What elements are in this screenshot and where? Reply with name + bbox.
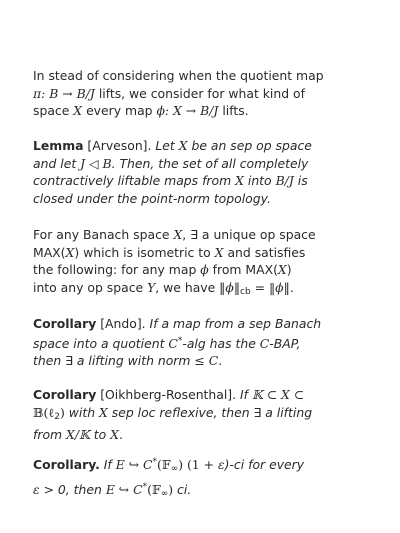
text-segment: from [33,427,67,442]
text-segment: X [65,244,75,260]
text-line [33,137,378,155]
text-segment: X [178,138,188,153]
text-segment: X [235,173,244,188]
text-segment: closed under the point-norm topology. [33,190,271,206]
text-segment: X [110,427,119,442]
text-segment: sep loc reflexive, then ∃ a lifting [107,404,313,420]
text-segment: and let [33,155,81,171]
text-line [33,261,378,279]
text-segment: Corollary. [33,457,100,472]
text-segment: . [218,353,223,368]
text-segment: [Oikhberg-Rosenthal]. [96,387,241,402]
text-segment: ‖. [283,279,294,295]
text-segment: ci. [173,481,192,497]
text-line [33,85,378,103]
text-segment: X/𝕂 [66,427,90,442]
text-segment: π: B → B/J [33,85,95,101]
text-line [33,244,378,262]
corollary-ci [33,454,378,503]
text-line [33,386,378,404]
text-segment: ) (1 + [178,457,218,472]
text-segment: (𝔽 [157,457,171,472]
lemma-arveson [33,137,378,207]
text-line [33,190,378,208]
text-segment: . [118,427,123,442]
text-segment: J ◁ B [80,155,112,171]
text-segment: For any Banach space [33,227,174,242]
text-segment: In stead of considering when the quotient map [33,68,324,83]
text-segment: then ∃ a lifting with norm [33,353,195,368]
text-segment: is [293,173,308,188]
text-segment: ε [217,457,225,472]
text-segment: X [173,227,183,242]
text-segment: , ∃ a unique op space [182,227,316,242]
text-line [33,426,378,444]
text-line [33,315,378,333]
text-segment: E ↪ C [105,481,143,497]
corollary-oikhberg-rosenthal [33,386,378,444]
text-segment: space [33,103,74,118]
text-segment: lifts, we consider for what kind of [94,85,305,101]
text-line [33,102,378,120]
text-segment: ≤ C [194,353,219,368]
text-segment: contractively liftable maps from [33,173,236,188]
text-segment: X [277,262,287,277]
text-segment: Corollary [33,387,97,402]
text-line [33,404,378,427]
text-segment: -alg has the [182,335,260,351]
corollary-ando [33,315,378,370]
text-segment: ) [168,481,174,497]
text-segment: ϕ: X → B/J [156,103,219,118]
text-segment: ε [33,481,40,497]
text-segment: C [259,335,270,351]
text-segment: = ‖ [250,279,276,295]
text-segment: ∞ [160,488,169,499]
text-line [33,226,378,244]
text-segment: ∞ [170,464,179,474]
text-segment: lifts. [218,103,249,118]
text-segment: > 0, then [39,481,106,497]
text-segment: be an sep op space [187,138,312,153]
text-line [33,155,378,173]
text-segment: from MAX( [208,262,278,277]
text-segment: * [152,457,158,467]
text-segment: into any op space [33,279,148,295]
text-segment: ) [286,262,292,277]
text-segment: ϕ [225,279,234,295]
text-segment: E ↪ C [115,457,153,472]
text-segment: )-ci for every [224,457,305,472]
text-segment: with [64,404,99,420]
text-segment: [Arveson]. [83,138,156,153]
text-segment: cb [240,286,251,297]
text-line [33,454,378,479]
text-segment: If a map from a sep Banach [149,316,322,331]
text-segment: Y [147,279,156,295]
text-segment: * [177,335,183,346]
text-segment: into [243,173,276,188]
text-segment: 𝔹(ℓ [33,404,55,420]
text-segment: If [99,457,116,472]
text-segment: Let [155,138,179,153]
text-segment: B/J [275,173,294,188]
text-segment: MAX( [33,244,66,260]
text-segment: ϕ [200,262,209,277]
text-segment: C [168,335,178,351]
text-segment: ) which is isometric to [74,244,215,260]
text-line [33,333,378,353]
text-segment: 𝕂 ⊂ X ⊂ [251,387,305,402]
text-segment: , we have ‖ [155,279,226,295]
text-segment: 2 [54,411,60,422]
text-segment: X [99,404,108,420]
text-segment: Corollary [33,316,97,331]
text-segment: X [214,244,224,260]
text-segment: If [240,387,252,402]
text-segment: space into a quotient [33,335,169,351]
text-line [33,479,378,504]
text-segment: the following: for any map [33,262,201,277]
max-space-paragraph [33,226,378,301]
text-segment: (𝔽 [147,481,161,497]
text-segment: to [89,427,111,442]
text-segment: . Then, the set of all completely [111,155,309,171]
text-line [33,172,378,190]
text-segment: ‖ [233,279,241,295]
text-segment: every map [82,103,157,118]
text-segment: * [142,481,148,492]
text-segment: [Ando]. [96,316,150,331]
text-line [33,67,378,85]
text-line [33,279,378,302]
text-segment: ϕ [275,279,284,295]
text-segment: Lemma [33,138,84,153]
text-segment: and satisfies [223,244,306,260]
text-line [33,352,378,370]
text-segment: -BAP, [269,335,301,351]
text-segment: ) [59,404,65,420]
intro-paragraph [33,67,378,120]
text-segment: X [73,103,83,118]
